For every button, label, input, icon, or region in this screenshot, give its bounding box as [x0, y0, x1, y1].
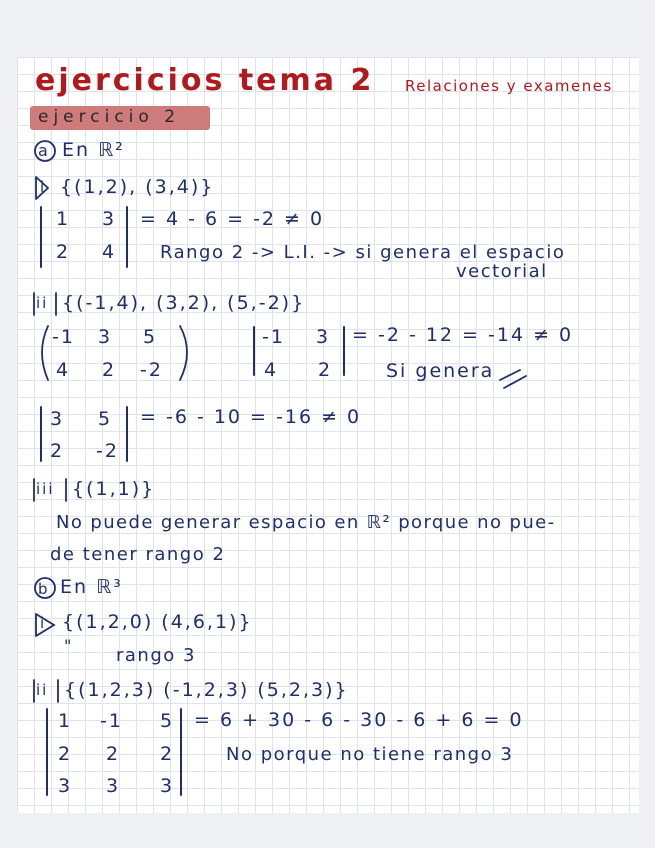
matrix-cell: 3 [102, 208, 117, 230]
matrix-cell: 5 [143, 326, 158, 348]
page-title: ejercicios tema 2 [35, 63, 375, 98]
matrix-paren-left [42, 326, 48, 380]
part-b-marker: b [38, 580, 50, 598]
item-b-i-set: {(1,2,0) (4,6,1)} [62, 611, 253, 633]
matrix-cell: 4 [56, 359, 71, 381]
matrix-cell: 3 [98, 326, 113, 348]
note-line: Rango 2 -> L.I. -> si genera el espacio [160, 242, 566, 263]
matrix-cell: -1 [52, 326, 75, 348]
item-b-i-bracket [36, 614, 54, 636]
conclusion-text: No porque no tiene rango 3 [226, 744, 514, 765]
matrix-cell: 3 [106, 775, 121, 797]
answer-line: de tener rango 2 [50, 544, 226, 565]
matrix-cell: 2 [106, 743, 121, 765]
matrix-cell: 2 [102, 359, 117, 381]
matrix-cell: 3 [50, 408, 65, 430]
matrix-cell: -2 [140, 359, 163, 381]
matrix-cell: 2 [58, 743, 73, 765]
matrix-cell: -1 [262, 326, 285, 348]
matrix-paren-right [180, 326, 187, 380]
item-a-i-set: {(1,2), (3,4)} [60, 176, 215, 198]
item-a-ii-label: ii [36, 294, 49, 312]
check-mark [500, 370, 526, 388]
item-b-i-label: i [40, 614, 47, 632]
matrix-cell: 3 [58, 775, 73, 797]
matrix-cell: -2 [96, 440, 119, 462]
part-b-circle [35, 578, 55, 598]
note-line: rango 3 [116, 645, 196, 666]
matrix-cell: 1 [56, 208, 71, 230]
item-a-i-label: i [40, 178, 47, 196]
matrix-cell: 2 [318, 359, 333, 381]
matrix-cell: 2 [50, 440, 65, 462]
matrix-cell: 5 [98, 408, 113, 430]
item-a-ii-bracket [34, 293, 56, 315]
note-line: vectorial [456, 261, 548, 282]
matrix-cell: 4 [264, 359, 279, 381]
page-subtitle: Relaciones y examenes [405, 77, 613, 95]
conclusion-text: Si genera [386, 360, 495, 382]
matrix-cell: 1 [58, 710, 73, 732]
determinant-result: = -2 - 12 = -14 ≠ 0 [352, 324, 574, 346]
item-b-ii-set: {(1,2,3) (-1,2,3) (5,2,3)} [64, 679, 349, 701]
matrix-cell: 4 [102, 241, 117, 263]
item-b-ii-bracket [34, 680, 58, 702]
item-a-iii-label: iii [36, 480, 55, 498]
matrix-cell: 2 [160, 743, 175, 765]
item-a-iii-set: {(1,1)} [72, 478, 156, 500]
answer-line: No puede generar espacio en ℝ² porque no pue- [56, 512, 556, 533]
matrix-cell: 3 [160, 775, 175, 797]
exercise-tag: ejercicio 2 [38, 107, 181, 127]
determinant-result: = 6 + 30 - 6 - 30 - 6 + 6 = 0 [194, 709, 524, 731]
matrix-cell: 5 [160, 710, 175, 732]
item-a-i-bracket [36, 177, 48, 199]
item-a-ii-set: {(-1,4), (3,2), (5,-2)} [62, 292, 306, 314]
matrix-cell: 3 [316, 326, 331, 348]
item-b-ii-label: ii [36, 681, 49, 699]
ditto-mark: " [64, 636, 74, 655]
part-b-heading: En ℝ³ [60, 576, 123, 598]
determinant-result: = -6 - 10 = -16 ≠ 0 [140, 406, 362, 428]
item-a-iii-bracket [34, 479, 66, 501]
part-a-marker: a [38, 141, 50, 160]
matrix-cell: -1 [100, 710, 123, 732]
part-a-heading: En ℝ² [62, 139, 125, 161]
part-a-circle [35, 141, 55, 161]
matrix-cell: 2 [56, 241, 71, 263]
determinant-result: = 4 - 6 = -2 ≠ 0 [140, 208, 325, 230]
